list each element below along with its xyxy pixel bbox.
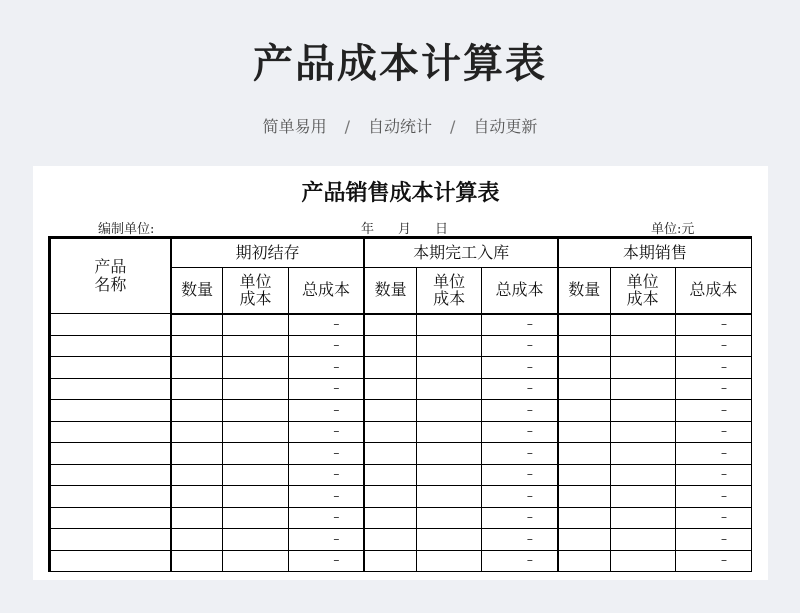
- table-cell[interactable]: [171, 486, 223, 508]
- date-month: 月: [398, 222, 412, 237]
- table-cell[interactable]: [364, 357, 416, 379]
- table-cell[interactable]: –: [288, 335, 364, 357]
- sheet-title: 产品销售成本计算表: [301, 180, 500, 206]
- table-cell[interactable]: –: [675, 421, 751, 443]
- table-cell[interactable]: [223, 550, 288, 572]
- table-cell[interactable]: –: [288, 443, 364, 465]
- table-cell[interactable]: [417, 464, 482, 486]
- table-cell[interactable]: [364, 400, 416, 422]
- table-cell[interactable]: [364, 550, 416, 572]
- product-name-cell[interactable]: [50, 314, 171, 336]
- product-name-cell[interactable]: [50, 378, 171, 400]
- table-cell[interactable]: [171, 335, 223, 357]
- table-cell[interactable]: –: [482, 550, 558, 572]
- table-cell[interactable]: [558, 507, 610, 529]
- product-name-cell[interactable]: [50, 464, 171, 486]
- table-row: [50, 443, 752, 465]
- table-row: [50, 378, 752, 400]
- table-cell[interactable]: –: [675, 507, 751, 529]
- table-cell[interactable]: [171, 314, 223, 336]
- table-row: [50, 464, 752, 486]
- table-row: [50, 421, 752, 443]
- table-cell[interactable]: [558, 443, 610, 465]
- table-cell[interactable]: –: [288, 464, 364, 486]
- product-name-cell[interactable]: [50, 529, 171, 551]
- date-day: 日: [435, 222, 449, 237]
- table-cell[interactable]: [417, 507, 482, 529]
- product-name-cell[interactable]: [50, 357, 171, 379]
- table-row: [50, 486, 752, 508]
- table-cell[interactable]: [171, 550, 223, 572]
- total-cost-header: 总成本: [675, 268, 751, 314]
- tag-separator: /: [344, 117, 350, 136]
- table-cell[interactable]: [417, 335, 482, 357]
- table-cell[interactable]: –: [288, 314, 364, 336]
- table-cell[interactable]: [364, 335, 416, 357]
- table-cell[interactable]: –: [288, 421, 364, 443]
- table-cell[interactable]: [417, 357, 482, 379]
- date-fields: [361, 218, 472, 237]
- table-cell[interactable]: [171, 529, 223, 551]
- table-cell[interactable]: [364, 443, 416, 465]
- table-row: [50, 314, 752, 336]
- product-name-cell[interactable]: [50, 486, 171, 508]
- total-cost-header: 总成本: [482, 268, 558, 314]
- table-cell[interactable]: –: [288, 357, 364, 379]
- table-row: [50, 357, 752, 379]
- group-header-opening: 期初结存: [171, 238, 365, 268]
- table-cell[interactable]: [364, 314, 416, 336]
- table-cell[interactable]: [364, 464, 416, 486]
- product-name-cell[interactable]: [50, 443, 171, 465]
- table-cell[interactable]: [223, 529, 288, 551]
- table-cell[interactable]: –: [482, 486, 558, 508]
- currency-unit-label: 单位:元: [651, 222, 695, 237]
- date-year: 年: [361, 222, 375, 237]
- product-name-cell[interactable]: [50, 335, 171, 357]
- table-cell[interactable]: [223, 486, 288, 508]
- table-cell[interactable]: –: [675, 357, 751, 379]
- tag-easy: 简单易用: [262, 117, 327, 136]
- unit-cost-header: 单位 成本: [610, 268, 675, 314]
- total-cost-header: 总成本: [288, 268, 364, 314]
- table-cell[interactable]: [610, 486, 675, 508]
- table-cell[interactable]: [223, 464, 288, 486]
- table-cell[interactable]: –: [482, 357, 558, 379]
- table-cell[interactable]: –: [482, 507, 558, 529]
- table-cell[interactable]: [223, 443, 288, 465]
- table-cell[interactable]: –: [482, 421, 558, 443]
- table-cell[interactable]: –: [675, 443, 751, 465]
- product-name-header: 产品 名称: [50, 238, 171, 314]
- unit-cost-header: 单位 成本: [417, 268, 482, 314]
- table-cell[interactable]: –: [675, 400, 751, 422]
- quantity-header: 数量: [364, 268, 416, 314]
- tag-auto-stats: 自动统计: [367, 117, 432, 136]
- table-cell[interactable]: –: [288, 400, 364, 422]
- table-cell[interactable]: [417, 443, 482, 465]
- table-cell[interactable]: [610, 314, 675, 336]
- table-cell[interactable]: [558, 314, 610, 336]
- table-cell[interactable]: [610, 357, 675, 379]
- table-cell[interactable]: [223, 357, 288, 379]
- table-row: [50, 507, 752, 529]
- table-cell[interactable]: [171, 378, 223, 400]
- table-cell[interactable]: [610, 529, 675, 551]
- table-cell[interactable]: –: [482, 443, 558, 465]
- table-cell[interactable]: [558, 335, 610, 357]
- table-cell[interactable]: –: [675, 529, 751, 551]
- table-cell[interactable]: –: [675, 335, 751, 357]
- table-cell[interactable]: [610, 400, 675, 422]
- table-cell[interactable]: [171, 464, 223, 486]
- table-cell[interactable]: [223, 378, 288, 400]
- product-name-cell[interactable]: [50, 550, 171, 572]
- table-cell[interactable]: [364, 486, 416, 508]
- table-cell[interactable]: [610, 335, 675, 357]
- table-cell[interactable]: –: [675, 314, 751, 336]
- group-header-sales: 本期销售: [558, 238, 752, 268]
- table-cell[interactable]: [417, 421, 482, 443]
- table-cell[interactable]: –: [288, 507, 364, 529]
- table-cell[interactable]: [417, 400, 482, 422]
- product-name-cell[interactable]: [50, 400, 171, 422]
- table-cell[interactable]: [417, 486, 482, 508]
- table-cell[interactable]: [223, 400, 288, 422]
- table-cell[interactable]: [417, 529, 482, 551]
- table-cell[interactable]: [364, 421, 416, 443]
- table-cell[interactable]: [171, 400, 223, 422]
- table-cell[interactable]: [610, 443, 675, 465]
- table-cell[interactable]: [558, 464, 610, 486]
- table-cell[interactable]: [223, 507, 288, 529]
- table-cell[interactable]: [417, 378, 482, 400]
- product-name-cell[interactable]: [50, 507, 171, 529]
- table-row: [50, 529, 752, 551]
- table-cell[interactable]: –: [675, 550, 751, 572]
- page-title: 产品成本计算表: [253, 41, 547, 87]
- table-cell[interactable]: [610, 378, 675, 400]
- table-cell[interactable]: –: [482, 529, 558, 551]
- table-row: [50, 550, 752, 572]
- table-cell[interactable]: [558, 421, 610, 443]
- table-cell[interactable]: –: [482, 400, 558, 422]
- table-cell[interactable]: –: [482, 335, 558, 357]
- quantity-header: 数量: [171, 268, 223, 314]
- table-cell[interactable]: [171, 421, 223, 443]
- table-cell[interactable]: [364, 378, 416, 400]
- table-cell[interactable]: [610, 507, 675, 529]
- table-cell[interactable]: –: [482, 464, 558, 486]
- compiling-unit-label: 编制单位:: [98, 222, 155, 237]
- table-cell[interactable]: –: [482, 378, 558, 400]
- table-cell[interactable]: –: [288, 550, 364, 572]
- table-cell[interactable]: [223, 335, 288, 357]
- table-cell[interactable]: [558, 400, 610, 422]
- table-cell[interactable]: [417, 314, 482, 336]
- table-cell[interactable]: [558, 486, 610, 508]
- tag-auto-update: 自动更新: [473, 117, 538, 136]
- table-cell[interactable]: [610, 550, 675, 572]
- table-cell[interactable]: –: [288, 529, 364, 551]
- feature-tags: [0, 114, 800, 137]
- product-name-cell[interactable]: [50, 421, 171, 443]
- spreadsheet-preview: [33, 166, 768, 580]
- table-cell[interactable]: [558, 357, 610, 379]
- table-cell[interactable]: [223, 421, 288, 443]
- table-cell[interactable]: [223, 314, 288, 336]
- table-cell[interactable]: –: [288, 486, 364, 508]
- unit-cost-header: 单位 成本: [223, 268, 288, 314]
- table-row: [50, 400, 752, 422]
- cost-table: [48, 236, 752, 572]
- table-cell[interactable]: [171, 357, 223, 379]
- quantity-header: 数量: [558, 268, 610, 314]
- table-cell[interactable]: [558, 378, 610, 400]
- table-cell[interactable]: –: [675, 464, 751, 486]
- table-cell[interactable]: [558, 550, 610, 572]
- tag-separator: /: [450, 117, 456, 136]
- group-header-completed: 本期完工入库: [364, 238, 558, 268]
- table-cell[interactable]: –: [675, 486, 751, 508]
- table-cell[interactable]: [364, 507, 416, 529]
- table-cell[interactable]: –: [482, 314, 558, 336]
- table-cell[interactable]: [610, 421, 675, 443]
- table-cell[interactable]: –: [288, 378, 364, 400]
- table-cell[interactable]: –: [675, 378, 751, 400]
- table-row: [50, 335, 752, 357]
- table-cell[interactable]: [171, 443, 223, 465]
- table-cell[interactable]: [610, 464, 675, 486]
- table-cell[interactable]: [417, 550, 482, 572]
- table-cell[interactable]: [364, 529, 416, 551]
- table-cell[interactable]: [171, 507, 223, 529]
- table-cell[interactable]: [558, 529, 610, 551]
